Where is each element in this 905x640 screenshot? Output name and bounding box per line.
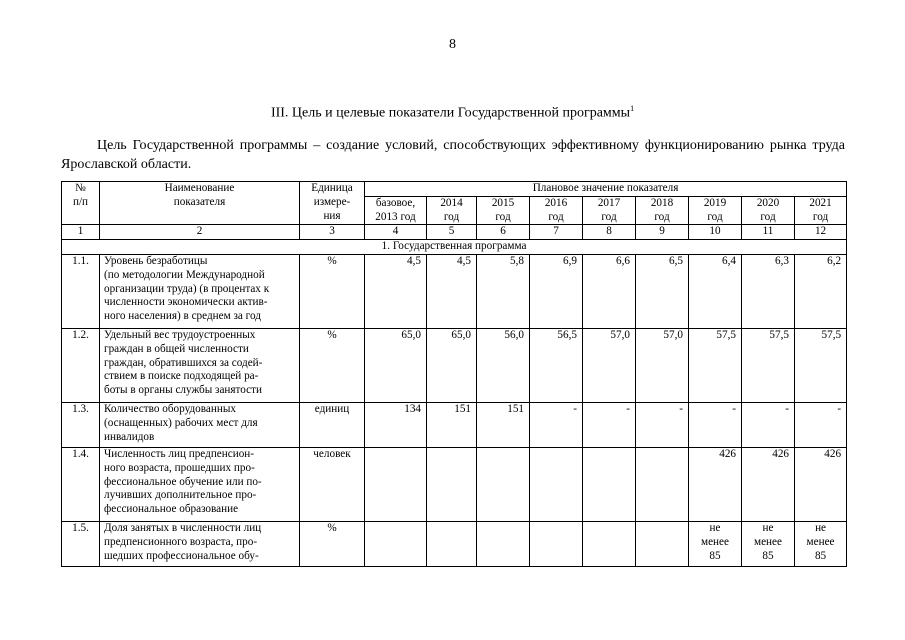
indicator-name: Количество оборудованных (оснащенных) рабочих мест для инвалидов	[100, 402, 300, 447]
indicator-name: Численность лиц предпенсион- ного возраста, прошедших про- фессиональное обучение или по- лучивших дополнительное про- фессиональное образование	[100, 447, 300, 521]
value-cell	[636, 521, 689, 566]
column-number: 5	[427, 225, 477, 240]
value-cell	[427, 447, 477, 521]
header-year: базовое, 2013 год	[365, 196, 427, 225]
value-cell	[365, 447, 427, 521]
value-cell	[365, 521, 427, 566]
row-number: 1.4.	[62, 447, 100, 521]
intro-paragraph: Цель Государственной программы – создание условий, способствующих эффективному функционированию рынка труда Ярославской области.	[61, 138, 845, 172]
section-row	[62, 240, 847, 255]
unit-of-measure: %	[300, 521, 365, 566]
header-year: 2019 год	[689, 196, 742, 225]
section-title	[0, 104, 905, 122]
value-cell: 65,0	[365, 328, 427, 402]
value-cell	[530, 521, 583, 566]
indicator-name: Удельный вес трудоустроенных граждан в общей численности граждан, обратившихся за содей- ствием в поиске подходящей ра- боты в органы службы занятости	[100, 328, 300, 402]
table-row	[62, 521, 847, 566]
table-row	[62, 254, 847, 328]
value-cell: 4,5	[365, 254, 427, 328]
value-cell: 6,2	[795, 254, 847, 328]
unit-of-measure: %	[300, 254, 365, 328]
section-label: 1. Государственная программа	[62, 240, 847, 255]
table-row	[62, 328, 847, 402]
value-cell: 57,5	[689, 328, 742, 402]
page-number: 8	[449, 37, 456, 52]
table-row	[62, 447, 847, 521]
header-year: 2018 год	[636, 196, 689, 225]
value-cell: 4,5	[427, 254, 477, 328]
value-cell: 6,4	[689, 254, 742, 328]
unit-of-measure: %	[300, 328, 365, 402]
value-cell: 426	[795, 447, 847, 521]
column-number-row	[62, 225, 847, 240]
header-row-1	[62, 182, 847, 197]
column-number: 6	[477, 225, 530, 240]
value-cell: 5,8	[477, 254, 530, 328]
header-year: 2021 год	[795, 196, 847, 225]
value-cell	[583, 447, 636, 521]
value-cell	[636, 447, 689, 521]
value-cell: 426	[742, 447, 795, 521]
unit-of-measure: единиц	[300, 402, 365, 447]
value-cell: -	[636, 402, 689, 447]
value-cell: 57,0	[636, 328, 689, 402]
value-cell: не менее 85	[689, 521, 742, 566]
row-number: 1.3.	[62, 402, 100, 447]
value-cell: 151	[427, 402, 477, 447]
header-year: 2020 год	[742, 196, 795, 225]
value-cell: 151	[477, 402, 530, 447]
column-number: 2	[100, 225, 300, 240]
column-number: 7	[530, 225, 583, 240]
header-planned: Плановое значение показателя	[365, 182, 847, 197]
header-year: 2014 год	[427, 196, 477, 225]
value-cell: -	[530, 402, 583, 447]
column-number: 1	[62, 225, 100, 240]
indicators-table	[61, 181, 847, 567]
column-number: 8	[583, 225, 636, 240]
column-number: 12	[795, 225, 847, 240]
row-number: 1.5.	[62, 521, 100, 566]
header-year: 2016 год	[530, 196, 583, 225]
value-cell: 57,0	[583, 328, 636, 402]
value-cell: 426	[689, 447, 742, 521]
value-cell	[583, 521, 636, 566]
indicator-name: Доля занятых в численности лиц предпенсионного возраста, про- шедших профессиональное обу-	[100, 521, 300, 566]
value-cell: 134	[365, 402, 427, 447]
title-footnote-mark: 1	[630, 104, 635, 113]
section-title-text: III. Цель и целевые показатели Государственной программы	[270, 105, 631, 121]
value-cell: 6,5	[636, 254, 689, 328]
unit-of-measure: человек	[300, 447, 365, 521]
row-number: 1.2.	[62, 328, 100, 402]
indicators-table-wrapper	[61, 181, 846, 567]
header-year: 2015 год	[477, 196, 530, 225]
value-cell: -	[689, 402, 742, 447]
header-num: № п/п	[62, 182, 100, 225]
indicator-name: Уровень безработицы (по методологии Международной организации труда) (в процентах к численности экономически актив- ного населения) в среднем за год	[100, 254, 300, 328]
header-year: 2017 год	[583, 196, 636, 225]
header-unit: Единица измере- ния	[300, 182, 365, 225]
value-cell: 6,6	[583, 254, 636, 328]
value-cell: 57,5	[795, 328, 847, 402]
value-cell: -	[795, 402, 847, 447]
column-number: 10	[689, 225, 742, 240]
value-cell	[477, 521, 530, 566]
column-number: 11	[742, 225, 795, 240]
value-cell: -	[583, 402, 636, 447]
header-name: Наименование показателя	[100, 182, 300, 225]
value-cell	[477, 447, 530, 521]
value-cell: 57,5	[742, 328, 795, 402]
table-row	[62, 402, 847, 447]
value-cell: 56,0	[477, 328, 530, 402]
value-cell: -	[742, 402, 795, 447]
value-cell: 6,3	[742, 254, 795, 328]
value-cell: 65,0	[427, 328, 477, 402]
value-cell: 6,9	[530, 254, 583, 328]
value-cell: 56,5	[530, 328, 583, 402]
value-cell	[427, 521, 477, 566]
column-number: 3	[300, 225, 365, 240]
row-number: 1.1.	[62, 254, 100, 328]
value-cell	[530, 447, 583, 521]
value-cell: не менее 85	[795, 521, 847, 566]
column-number: 4	[365, 225, 427, 240]
value-cell: не менее 85	[742, 521, 795, 566]
column-number: 9	[636, 225, 689, 240]
